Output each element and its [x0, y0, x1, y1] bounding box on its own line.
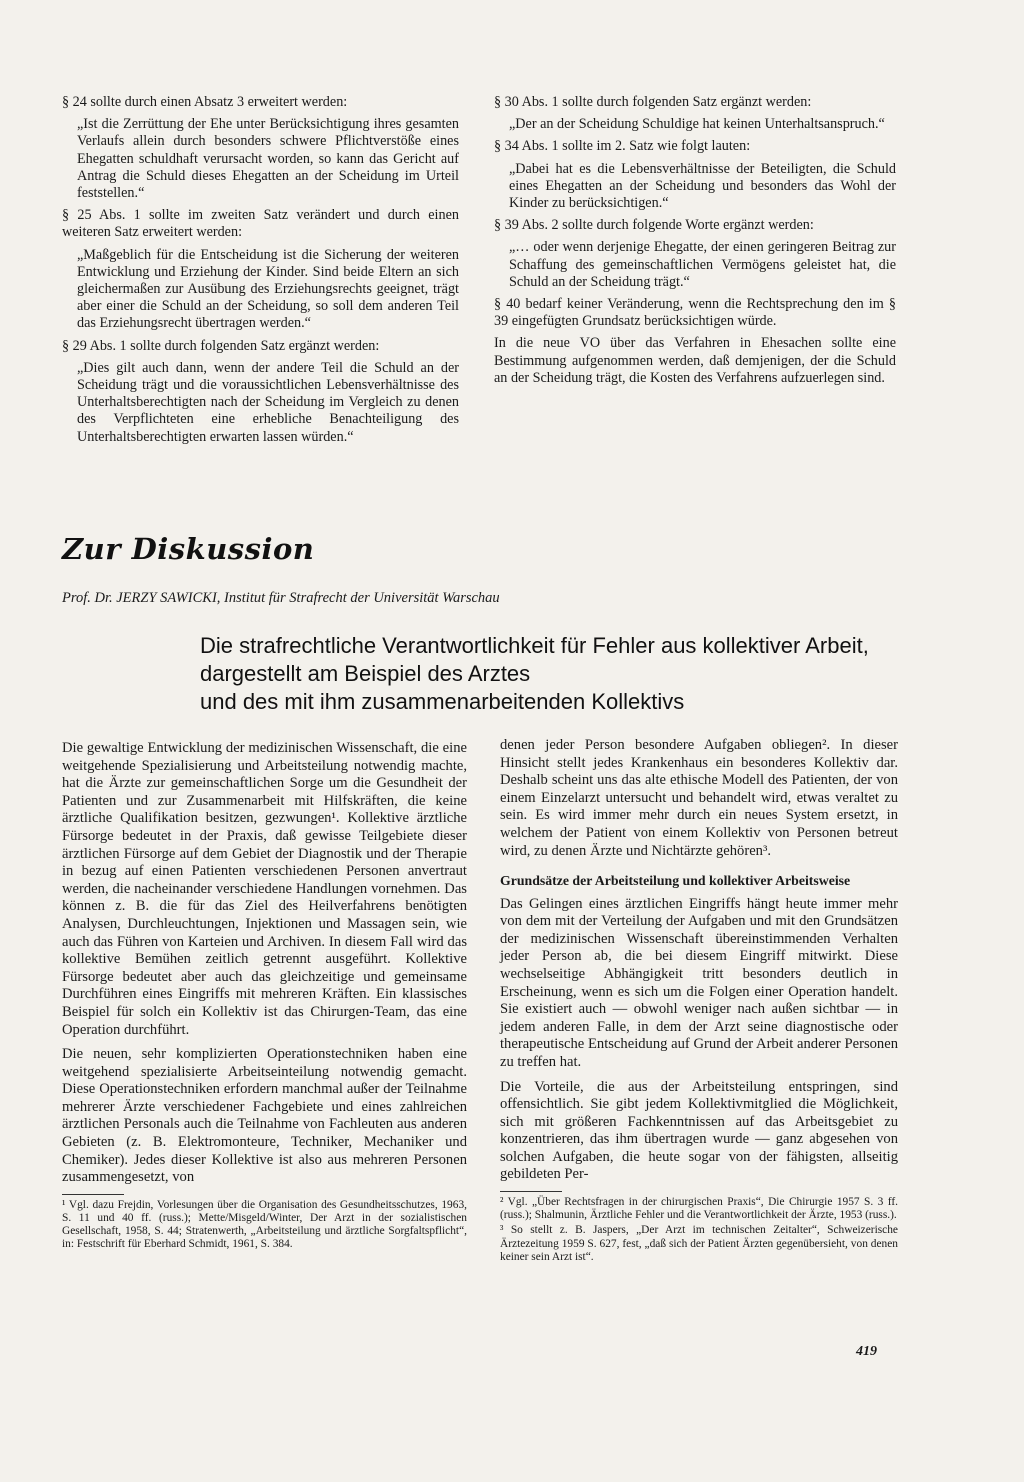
amendment-paragraph: § 29 Abs. 1 sollte durch folgenden Satz ergänzt werden:	[62, 337, 380, 354]
quoted-amendment: „Der an der Scheidung Schuldige hat keinen Unterhaltsanspruch.“	[509, 116, 885, 133]
quoted-amendment: „Dabei hat es die Lebensverhältnisse der Beteiligten, die Schuld eines Ehegatten an der Scheidung und besonders das Wohl der Kinder zu berücksichtigen.“	[509, 160, 896, 212]
footnote-rule	[500, 1191, 562, 1192]
article-title-line: und des mit ihm zusammenarbeitenden Kollektivs	[200, 689, 685, 714]
body-paragraph: denen jeder Person besondere Aufgaben obliegen². In dieser Hinsicht stellt jedes Krankenhaus ein besonderes Kollektiv dar. Deshalb scheint uns das alte ethische Modell des Patienten, der von einem Einzelarzt untersucht und behandelt wird, etwas veraltet zu sein. Es wird immer mehr durch ein neues System ersetzt, in welchem der Patient von einem Kollektiv von Personen betreut wird, zu denen Ärzte und Nichtärzte gehören³.	[500, 737, 898, 859]
body-paragraph: Das Gelingen eines ärztlichen Eingriffs hängt heute immer mehr von dem mit der Verteilung der Aufgaben und mit den Grundsätzen der medizinischen Wissenschaft übereinstimmenden Verhalten jeder Person ab, die bei diesem Eingriff mitwirkt. Diese wechselseitige Abhängigkeit tritt besonders deutlich in Erscheinung, wenn es sich um die Folgen einer Operation handelt. Sie existiert auch — obwohl weniger nach außen sichtbar — in jedem anderen Falle, in dem der Arzt seine diagnostische oder therapeutische Entscheidung auf Grund der Arbeit anderer Personen zu treffen hat.	[500, 895, 898, 1070]
footnote: ³ So stellt z. B. Jaspers, „Der Arzt im technischen Zeitalter“, Schweizerische Ärztezeitung 1959 S. 627, fest, „daß sich der Patient Ärzten gegenübersieht, von denen keiner sein Arzt ist“.	[500, 1224, 898, 1263]
subheading: Grundsätze der Arbeitsteilung und kollektiver Arbeitsweise	[500, 873, 851, 889]
amendment-paragraph: § 25 Abs. 1 sollte im zweiten Satz verändert und durch einen weiteren Satz erweitert werden:	[62, 207, 459, 241]
article-title-line: dargestellt am Beispiel des Arztes	[200, 661, 531, 686]
amendment-paragraph: § 40 bedarf keiner Veränderung, wenn die Rechtsprechung den im § 39 eingefügten Grundsatz berücksichtigen würde.	[494, 296, 896, 330]
page-number: 419	[856, 1344, 877, 1359]
body-paragraph: Die neuen, sehr komplizierten Operationstechniken haben eine weitgehend spezialisierte Arbeitseinteilung notwendig gemacht. Diese Operationstechniken erfordern manchmal außer der Teilnahme mehrerer Ärzte verschiedener Fachgebiete und eines zahlreichen ärztlichen Personals auch die Teilnahme von Fachleuten aus anderen Gebieten (z. B. Elektromonteure, Techniker, Mechaniker und Chemiker). Jedes dieser Kollektive ist also aus mehreren Personen zusammengesetzt, von	[62, 1046, 467, 1186]
amendment-paragraph: § 30 Abs. 1 sollte durch folgenden Satz ergänzt werden:	[494, 94, 812, 110]
article-title	[200, 632, 920, 716]
amendment-paragraph: § 34 Abs. 1 sollte im 2. Satz wie folgt lauten:	[494, 138, 751, 155]
body-paragraph: Die Vorteile, die aus der Arbeitsteilung entspringen, sind offensichtlich. Sie gibt jedem Kollektivmitglied die Möglichkeit, sich mit größeren Fachkenntnissen auf das Arbeitsgebiet zu konzentrieren, das ihm übertragen wurde — ganz abgesehen von solchen Aufgaben, die heute sogar von der fähigsten, allseitig gebildeten Per-	[500, 1078, 898, 1183]
footnote-rule	[62, 1194, 124, 1195]
quoted-amendment: „… oder wenn derjenige Ehegatte, der einen geringeren Beitrag zur Schaffung des gemeinschaftlichen Vermögens geleistet hat, die Schuld an der Scheidung trägt.“	[509, 239, 896, 290]
quoted-amendment: „Maßgeblich für die Entscheidung ist die Sicherung der weiteren Entwicklung und Erziehung der Kinder. Sind beide Eltern an sich gleichermaßen zur Ausübung des Erziehungsrechts geeignet, trägt aber einer die Schuld an der Scheidung, so soll dem anderen Teil das Erziehungsrecht übertragen werden.“	[77, 246, 459, 332]
body-left-column	[62, 740, 467, 1254]
quoted-amendment: „Dies gilt auch dann, wenn der andere Teil die Schuld an der Scheidung trägt und die voraussichtlichen Lebensverhältnisse des Unterhaltsberechtigten nach der Scheidung im Vergleich zu denen des Verpflichteten eine erhebliche Benachteiligung des Unterhaltsberechtigten erwarten lassen würden.“	[77, 359, 459, 445]
footnote: ² Vgl. „Über Rechtsfragen in der chirurgischen Praxis“, Die Chirurgie 1957 S. 3 ff. (russ.); Shalmunin, Ärztliche Fehler und die Verantwortlichkeit der Ärzte, 1953 (russ.).	[500, 1196, 898, 1222]
body-right-column	[500, 737, 898, 1266]
article-title-line: Die strafrechtliche Verantwortlichkeit für Fehler aus kollektiver Arbeit,	[200, 633, 869, 658]
quoted-amendment: „Ist die Zerrüttung der Ehe unter Berücksichtigung ihres gesamten Verlaufs allein durch besonders schwere Pflichtverstöße eines Ehegatten schuldhaft verursacht worden, so kann das Gericht auf Antrag die Schuld dieses Ehegatten an der Scheidung im Urteil feststellen.“	[77, 116, 459, 202]
footnote: ¹ Vgl. dazu Frejdin, Vorlesungen über die Organisation des Gesundheitsschutzes, 1963, S. 11 und 40 ff. (russ.); Mette/Misgeld/Winter, Der Arzt in der sozialistischen Gesellschaft, 1958, S. 44; Stratenwerth, „Arbeitsteilung und ärztliche Sorgfaltspflicht“, in: Festschrift für Eberhard Schmidt, 1961, S. 384.	[62, 1198, 467, 1251]
amendment-paragraph: § 39 Abs. 2 sollte durch folgende Worte ergänzt werden:	[494, 217, 814, 234]
body-paragraph: Die gewaltige Entwicklung der medizinischen Wissenschaft, die eine weitgehende Spezialisierung und Arbeitsteilung notwendig machte, hat die Ärzte zur gemeinschaftlichen Sorge um die Gesundheit der Patienten und zur Zusammenarbeit mit Hilfskräften, die keine ärztliche Qualifikation besitzen, gezwungen¹. Kollektive ärztliche Fürsorge bedeutet in der Praxis, daß gewisse Teilgebiete dieser ärztlichen Fürsorge auf dem Gebiet der Diagnostik und der Therapie in bezug auf einen Patienten verschiedenen Personen anvertraut werden, die nacheinander verschiedene Handlungen vornehmen. Das können z. B. die für das Ziel des Heilverfahrens benötigten Analysen, Durchleuchtungen, Injektionen und Massagen sein, wie auch das Führen von Karteien und Archiven. In diesem Fall wird das kollektive Bemühen zeitlich getrennt ausgeführt. Kollektive Fürsorge bedeutet aber auch das gleichzeitige und gemeinsame Durchführen eines Eingriffs mit mehreren Kräften. Ein klassisches Beispiel für solch ein Kollektiv ist das Chirurgen-Team, das eine Operation durchführt.	[62, 740, 467, 1038]
section-heading: Zur Diskussion	[62, 532, 315, 566]
author-byline: Prof. Dr. JERZY SAWICKI, Institut für Strafrecht der Universität Warschau	[62, 590, 500, 606]
top-right-column	[494, 94, 896, 392]
amendment-paragraph: In die neue VO über das Verfahren in Ehesachen sollte eine Bestimmung aufgenommen werden, daß demjenigen, der die Schuld an der Scheidung trägt, die Kosten des Verfahrens aufzuerlegen sind.	[494, 335, 896, 386]
amendment-paragraph: § 24 sollte durch einen Absatz 3 erweitert werden:	[62, 94, 348, 110]
top-left-column	[62, 94, 459, 451]
